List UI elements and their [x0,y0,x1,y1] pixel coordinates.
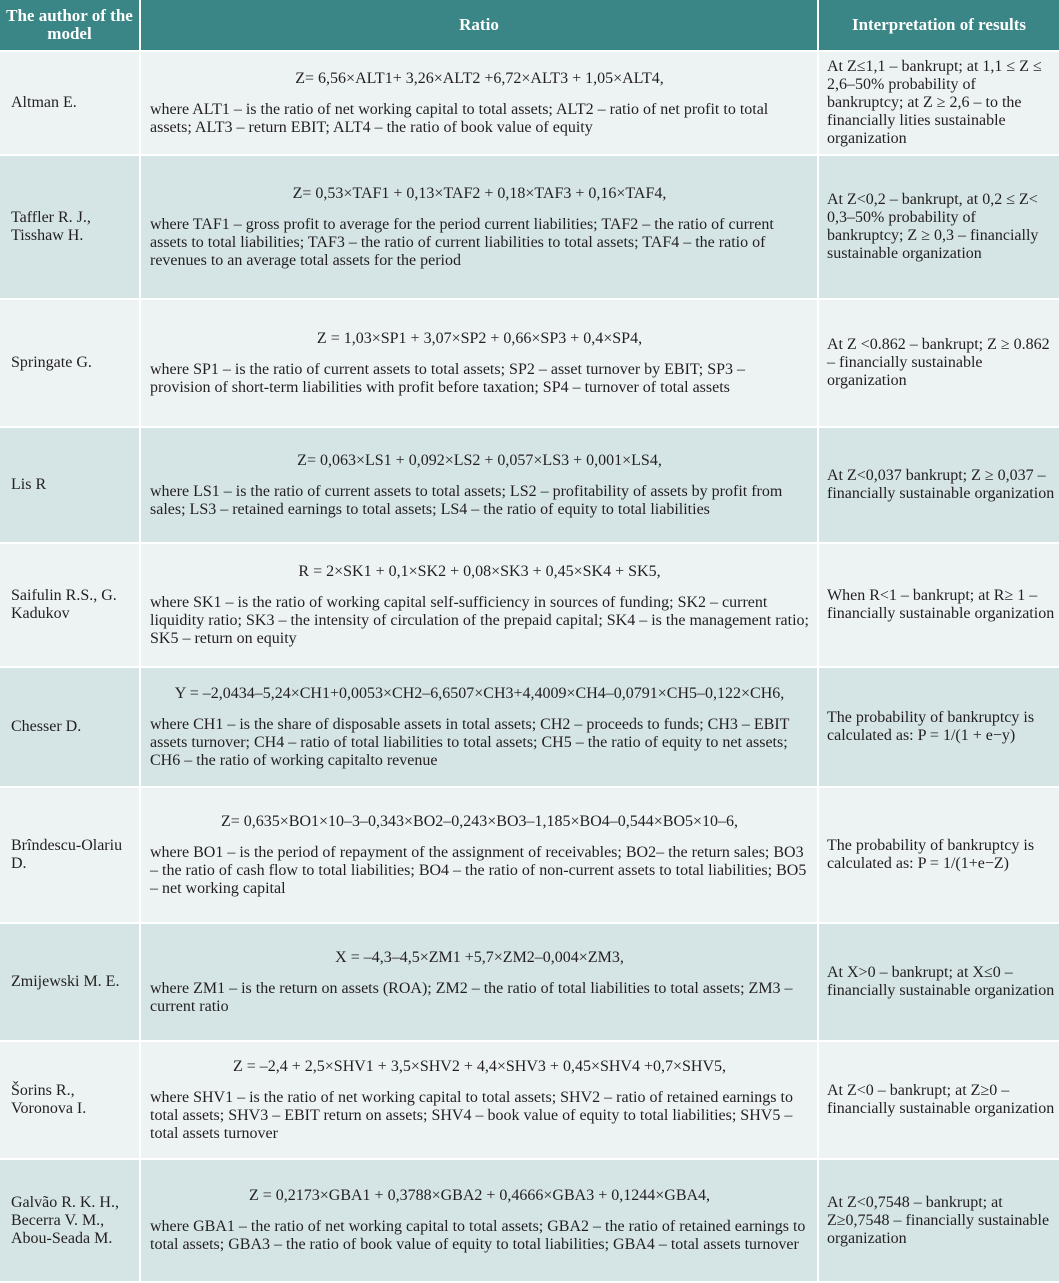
formula-description: where GBA1 – the ratio of net working capital to total assets; GBA2 – the ratio of retained earnings to total assets; GBA3 – the ratio of book value of equity to total liabilities; GBA4 – total assets turnover [150,1218,806,1253]
ratio-cell [140,299,818,427]
formula-description: where LS1 – is the ratio of current assets to total assets; LS2 – profitability of assets by profit from sales; LS3 – retained earnings to total assets; LS4 – the ratio of equity to total liabilities [150,482,783,518]
author-cell: Taffler R. J., Tisshaw H. [0,155,140,299]
interpretation-cell: At Z<0,7548 – bankrupt; at Z≥0,7548 – financially sustainable organization [818,1159,1059,1282]
author-cell: Saifulin R.S., G. Kadukov [0,543,140,667]
formula-description: where TAF1 – gross profit to average for the period current liabilities; TAF2 – the ratio of current assets to total liabilities; TAF3 – the ratio of current liabilities to total assets; TAF4 – the ratio of revenues to an average total assets for the period [150,215,774,269]
ratio-cell [140,923,818,1041]
interpretation-cell: At X>0 – bankrupt; at X≤0 – financially sustainable organization [818,923,1059,1041]
author-cell: Springate G. [0,299,140,427]
formula: Z = 0,2173×GBA1 + 0,3788×GBA2 + 0,4666×GBA3 + 0,1244×GBA4, [248,1187,711,1204]
ratio-cell [140,1159,818,1282]
author-cell: Lis R [0,427,140,543]
formula: Z= 0,063×LS1 + 0,092×LS2 + 0,057×LS3 + 0,001×LS4, [297,451,662,469]
ratio-cell [140,1041,818,1159]
formula-description: where CH1 – is the share of disposable assets in total assets; CH2 – proceeds to funds; CH3 – EBIT assets turnover; CH4 – ratio of total liabilities to total assets; CH5 – the ratio of equity to net assets; CH6 – the ratio of working capitalto revenue [150,715,790,769]
formula-description: where ALT1 – is the ratio of net working capital to total assets; ALT2 – ratio of net profit to total assets; ALT3 – return EBIT; ALT4 – the ratio of book value of equity [150,100,769,136]
table-row [0,1041,1059,1159]
table-row [0,787,1059,923]
table-row [0,299,1059,427]
author-cell: Chesser D. [0,667,140,787]
ratio-cell [140,155,818,299]
formula: Z= 6,56×ALT1+ 3,26×ALT2 +6,72×ALT3 + 1,05×ALT4, [295,69,664,87]
formula: Z= 0,53×TAF1 + 0,13×TAF2 + 0,18×TAF3 + 0,16×TAF4, [292,184,667,202]
formula-description: where ZM1 – is the return on assets (ROA); ZM2 – the ratio of total liabilities to total assets; ZM3 – current ratio [150,979,793,1015]
ratio-cell [140,787,818,923]
author-cell: Altman E. [0,51,140,155]
formula: Z= 0,635×BO1×10–3–0,343×BO2–0,243×BO3–1,185×BO4–0,544×BO5×10–6, [220,812,739,830]
interpretation-cell: At Z<0 – bankrupt; at Z≥0 – financially sustainable organization [818,1041,1059,1159]
interpretation-cell: At Z≤1,1 – bankrupt; at 1,1 ≤ Z ≤ 2,6–50% probability of bankruptcy; at Z ≥ 2,6 – to the financially lities sustainable organization [818,51,1059,155]
formula-description: where SP1 – is the ratio of current assets to total assets; SP2 – asset turnover by EBIT; SP3 – provision of short-term liabilities with profit before taxation; SP4 – turnover of total assets [150,360,746,396]
header-interpretation: Interpretation of results [818,0,1059,51]
author-cell: Zmijewski M. E. [0,923,140,1041]
formula-description: where BO1 – is the period of repayment of the assignment of receivables; BO2– the return sales; BO3 – the ratio of cash flow to total liabilities; BO4 – the ratio of non-current assets to total liabilities; BO5 – net working capital [150,843,807,897]
formula: Z = 1,03×SP1 + 3,07×SP2 + 0,66×SP3 + 0,4×SP4, [316,329,643,347]
ratio-cell [140,427,818,543]
author-cell: Brîndescu-Olariu D. [0,787,140,923]
header-author: The author of the model [0,0,140,51]
formula: Y = –2,0434–5,24×CH1+0,0053×CH2–6,6507×CH3+4,4009×CH4–0,0791×CH5–0,122×CH6, [174,684,785,702]
ratio-cell [140,667,818,787]
author-cell: Galvão R. K. H., Becerra V. M., Abou-Seada M. [0,1159,140,1282]
header-ratio: Ratio [140,0,818,51]
table-row [0,923,1059,1041]
interpretation-cell: The probability of bankruptcy is calculated as: P = 1/(1+e−Z) [818,787,1059,923]
table-row [0,155,1059,299]
formula: X = –4,3–4,5×ZM1 +5,7×ZM2–0,004×ZM3, [335,948,624,966]
table-header-row [0,0,1059,51]
interpretation-cell: At Z<0,037 bankrupt; Z ≥ 0,037 – financially sustainable organization [818,427,1059,543]
table-row [0,51,1059,155]
ratio-cell [140,51,818,155]
formula-description: where SK1 – is the ratio of working capital self-sufficiency in sources of funding; SK2 – current liquidity ratio; SK3 – the intensity of circulation of the prepaid capital; SK4 – is the management ratio; SK5 – return on equity [150,593,809,647]
interpretation-cell: When R<1 – bankrupt; at R≥ 1 – financially sustainable organization [818,543,1059,667]
formula-description: where SHV1 – is the ratio of net working capital to total assets; SHV2 – ratio of retained earnings to total assets; SHV3 – EBIT return on assets; SHV4 – book value of equity to total liabilities; SHV5 – total assets turnover [150,1088,793,1142]
formula: R = 2×SK1 + 0,1×SK2 + 0,08×SK3 + 0,45×SK4 + SK5, [298,562,661,580]
table-row [0,427,1059,543]
table-row [0,543,1059,667]
ratio-cell [140,543,818,667]
author-cell: Šorins R., Voronova I. [0,1041,140,1159]
table-row [0,1159,1059,1282]
interpretation-cell: At Z<0,2 – bankrupt, at 0,2 ≤ Z< 0,3–50% probability of bankruptcy; Z ≥ 0,3 – financially sustainable organization [818,155,1059,299]
interpretation-cell: The probability of bankruptcy is calculated as: P = 1/(1 + e−y) [818,667,1059,787]
table-row [0,667,1059,787]
interpretation-cell: At Z <0.862 – bankrupt; Z ≥ 0.862 – financially sustainable organization [818,299,1059,427]
formula: Z = –2,4 + 2,5×SHV1 + 3,5×SHV2 + 4,4×SHV3 + 0,45×SHV4 +0,7×SHV5, [232,1057,727,1075]
